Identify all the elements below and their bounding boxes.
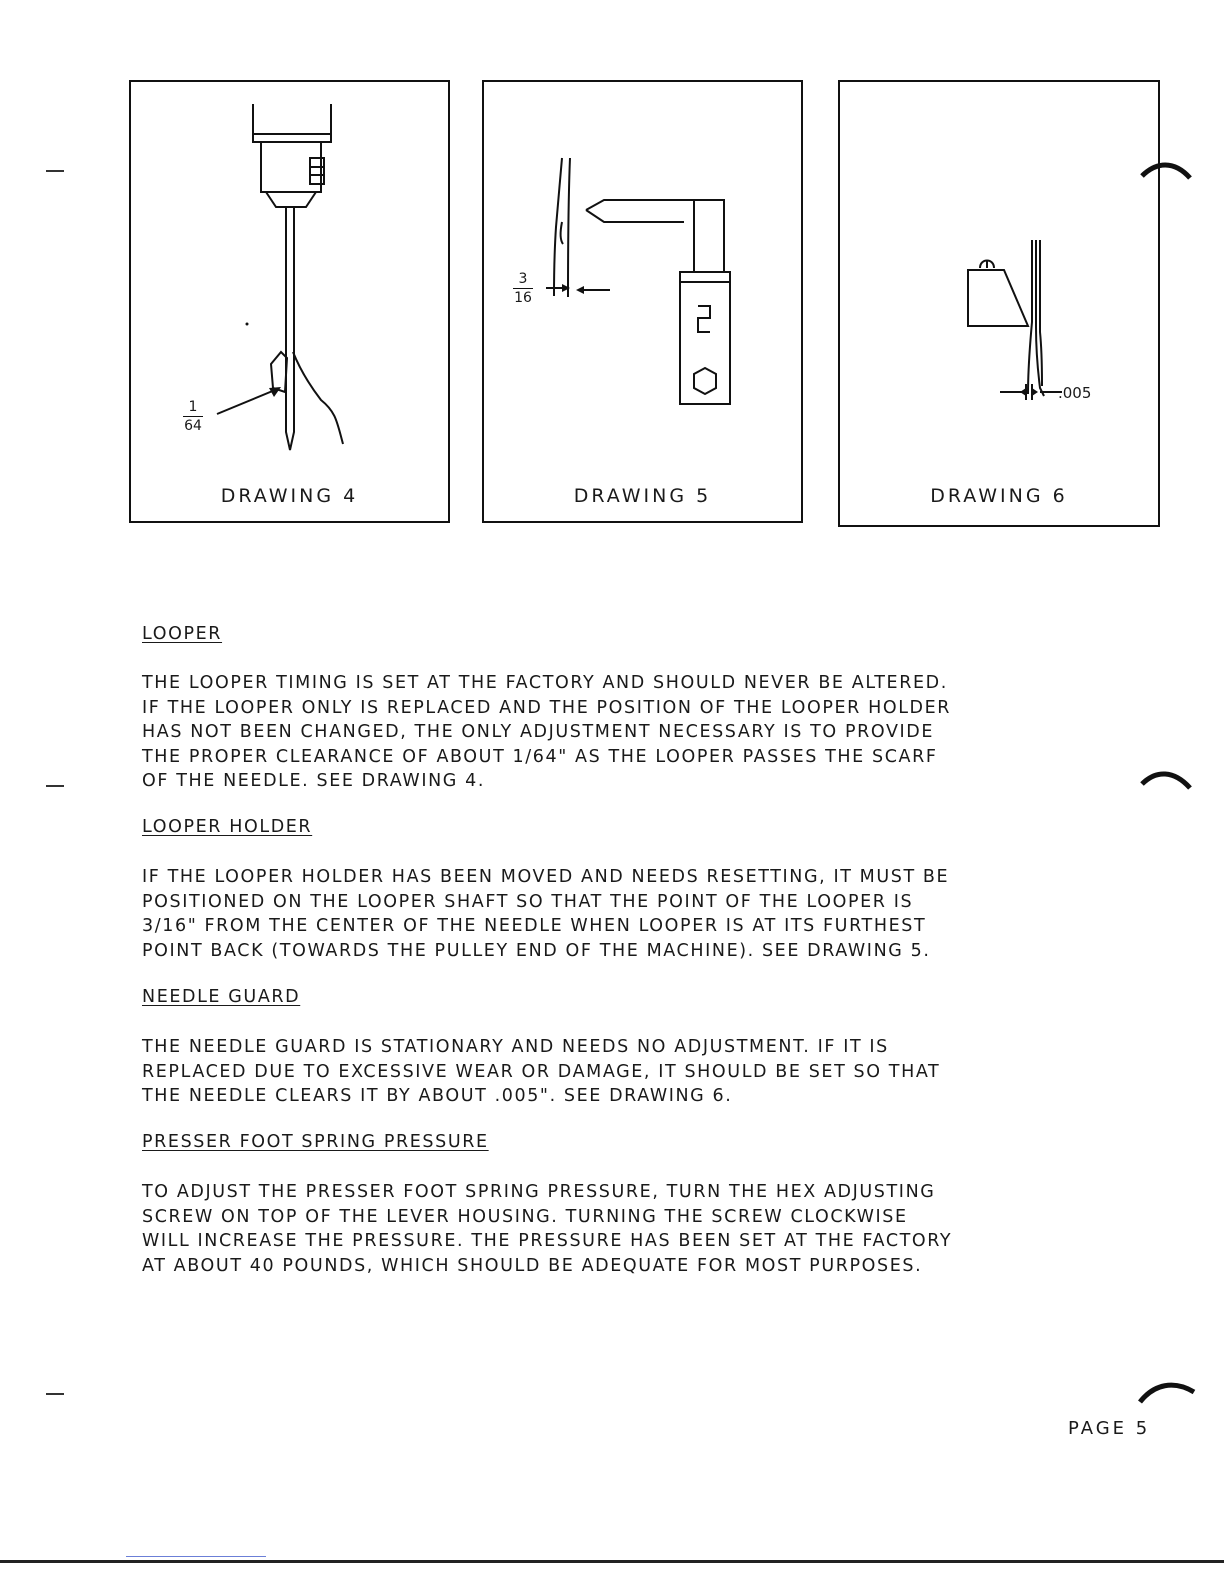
section-heading-presser-foot: PRESSER FOOT SPRING PRESSURE [142, 1132, 489, 1152]
section-heading-looper: LOOPER [142, 624, 223, 644]
margin-mark [46, 1393, 64, 1395]
binder-hole-mark [1136, 1366, 1200, 1426]
margin-mark [46, 170, 64, 172]
drawing-5-panel [482, 80, 803, 523]
bottom-edge-highlight [126, 1556, 266, 1557]
section-body-looper-holder: IF THE LOOPER HOLDER HAS BEEN MOVED AND NEEDS RESETTING, IT MUST BE POSITIONED ON THE LOOPER SHAFT SO THAT THE POINT OF THE LOOPER IS 3/16" FROM THE CENTER OF THE NEEDLE WHEN LOOPER IS AT ITS FURTHEST POINT BACK (TOWARDS THE PULLEY END OF THE MACHINE). SEE DRAWING 5. [142, 867, 950, 961]
section-body-looper: THE LOOPER TIMING IS SET AT THE FACTORY AND SHOULD NEVER BE ALTERED. IF THE LOOPER ONLY IS REPLACED AND THE POSITION OF THE LOOPER HOLDER HAS NOT BEEN CHANGED, THE ONLY ADJUSTMENT NECESSARY IS TO PROVIDE THE PROPER CLEARANCE OF ABOUT 1/64" AS THE LOOPER PASSES THE SCARF OF THE NEEDLE. SEE DRAWING 4. [142, 673, 952, 791]
drawing-5-dimension: 3 16 [514, 271, 532, 306]
drawing-5-caption: DRAWING 5 [573, 485, 712, 507]
page-number: PAGE 5 [1068, 1418, 1151, 1439]
section-heading-looper-holder: LOOPER HOLDER [142, 817, 313, 837]
section-heading-needle-guard: NEEDLE GUARD [142, 987, 301, 1007]
drawing-4-figure [131, 82, 452, 525]
section-body-needle-guard: THE NEEDLE GUARD IS STATIONARY AND NEEDS NO ADJUSTMENT. IF IT IS REPLACED DUE TO EXCESSIVE WEAR OR DAMAGE, IT SHOULD BE SET SO THAT THE NEEDLE CLEARS IT BY ABOUT .005". SEE DRAWING 6. [142, 1037, 941, 1106]
drawing-6-panel [838, 80, 1160, 527]
margin-mark [46, 785, 64, 787]
section-body-presser-foot: TO ADJUST THE PRESSER FOOT SPRING PRESSURE, TURN THE HEX ADJUSTING SCREW ON TOP OF THE LEVER HOUSING. TURNING THE SCREW CLOCKWISE WILL INCREASE THE PRESSURE. THE PRESSURE HAS BEEN SET AT THE FACTORY AT ABOUT 40 POUNDS, WHICH SHOULD BE ADEQUATE FOR MOST PURPOSES. [142, 1182, 953, 1276]
bottom-edge-line [0, 1560, 1224, 1563]
drawing-4-caption: DRAWING 4 [220, 485, 359, 507]
drawing-4-dimension: 1 64 [184, 399, 202, 434]
binder-hole-mark [1140, 760, 1200, 820]
drawing-6-figure [840, 82, 1162, 529]
drawing-4-panel [129, 80, 450, 523]
drawing-6-dimension: .005 [1058, 384, 1092, 402]
binder-hole-mark [1140, 150, 1200, 210]
drawing-6-caption: DRAWING 6 [930, 485, 1068, 507]
